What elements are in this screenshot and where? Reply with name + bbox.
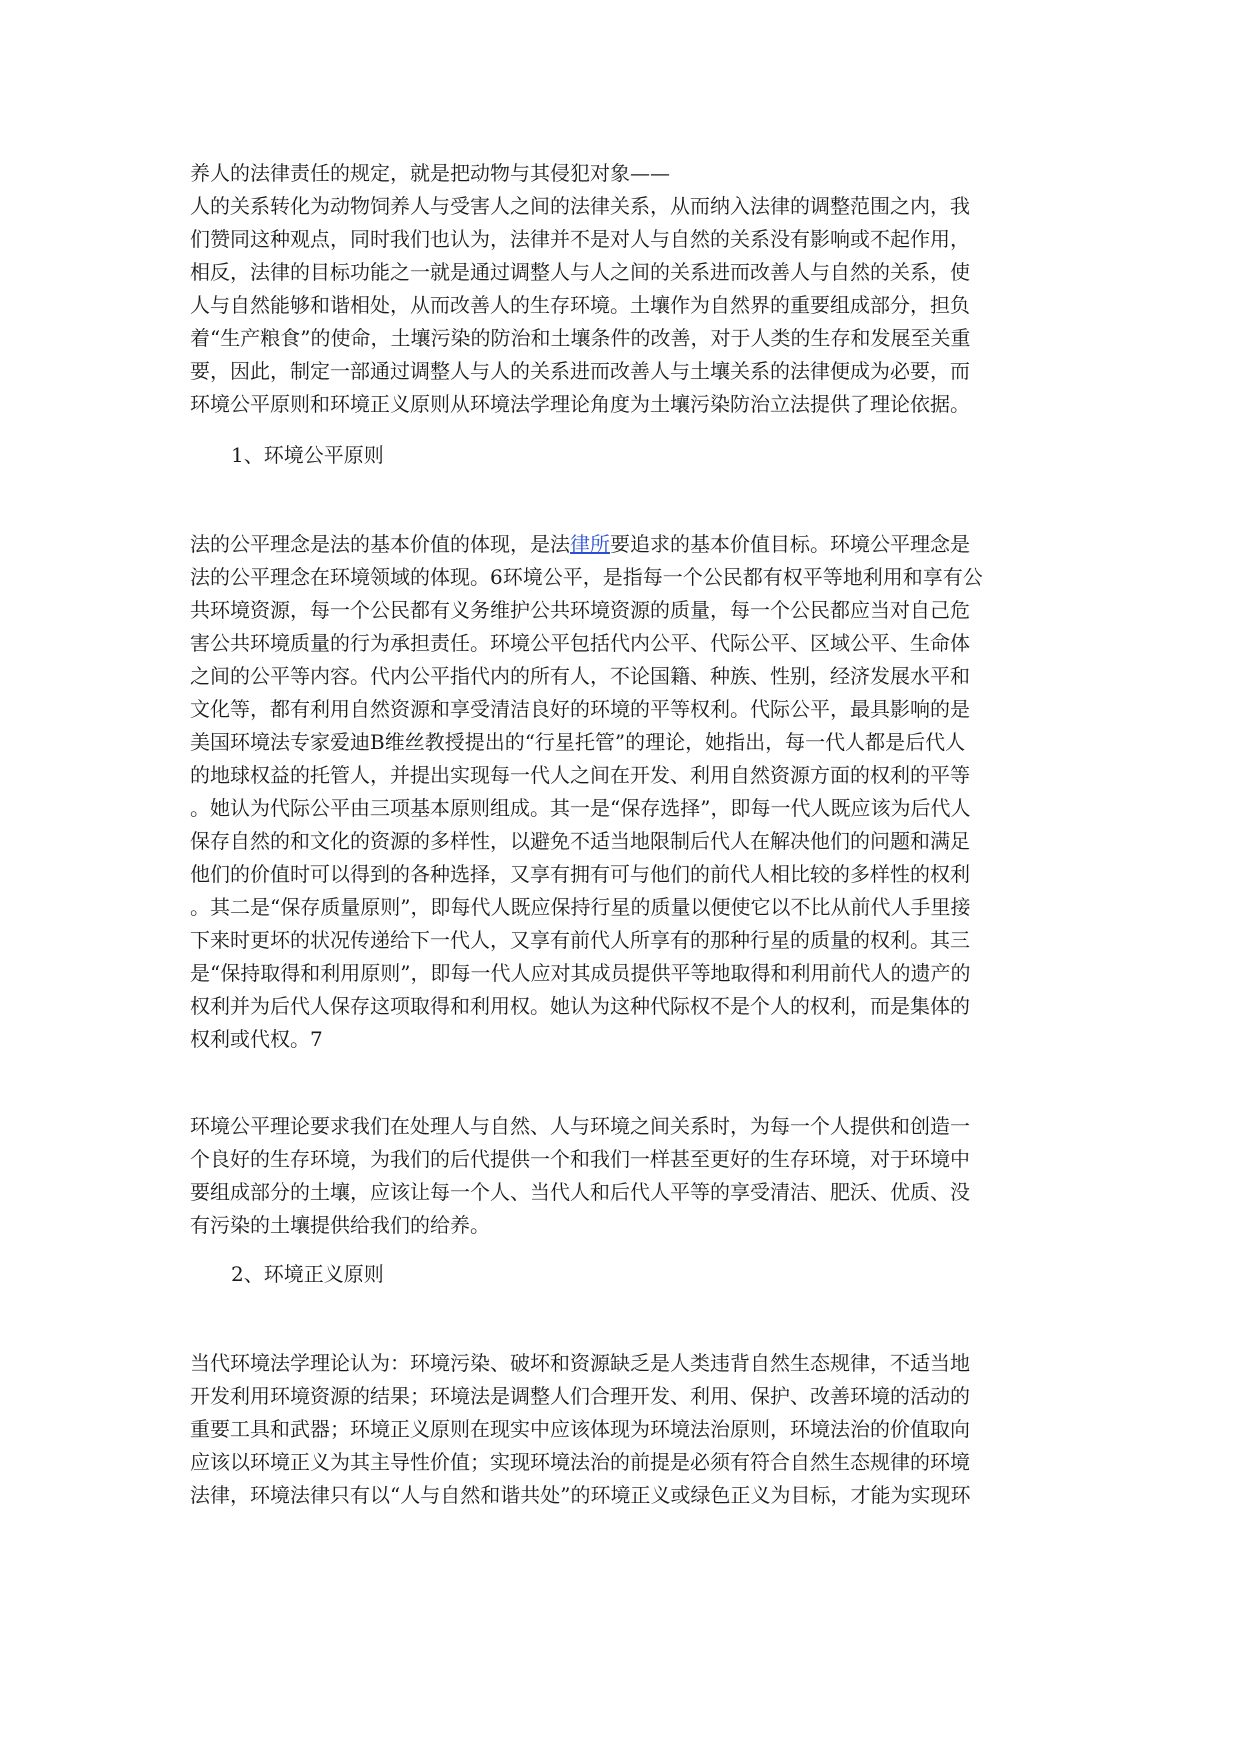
- text-line: 当代环境法学理论认为：环境污染、破坏和资源缺乏是人类违背自然生态规律，不适当地: [190, 1351, 970, 1375]
- paragraph-intro: [190, 157, 1057, 421]
- text-line: 文化等，都有利用自然资源和享受清洁良好的环境的平等权利。代际公平，最具影响的是: [190, 697, 970, 721]
- paragraph-justice: [190, 1347, 1057, 1512]
- text-line: 法的公平理念在环境领域的体现。6环境公平，是指每一个公民都有权平等地利用和享有公: [190, 565, 983, 589]
- text-line: 的地球权益的托管人，并提出实现每一代人之间在开发、利用自然资源方面的权利的平等: [190, 763, 970, 787]
- text-line: 人与自然能够和谐相处，从而改善人的生存环境。土壤作为自然界的重要组成部分，担负: [190, 293, 970, 317]
- text-line: 应该以环境正义为其主导性价值；实现环境法治的前提是必须有符合自然生态规律的环境: [190, 1450, 970, 1474]
- paragraph-fairness: [190, 528, 1057, 1056]
- document-page: [190, 157, 1057, 1512]
- section-heading-fairness: 1、环境公平原则: [231, 443, 384, 467]
- text-line: 保存自然的和文化的资源的多样性，以避免不适当地限制后代人在解决他们的问题和满足: [190, 829, 970, 853]
- section-heading-justice: 2、环境正义原则: [231, 1262, 384, 1286]
- inline-link[interactable]: 律所: [570, 532, 610, 556]
- text-line: 环境公平理论要求我们在处理人与自然、人与环境之间关系时，为每一个人提供和创造一: [190, 1114, 970, 1138]
- text-line: 开发利用环境资源的结果；环境法是调整人们合理开发、利用、保护、改善环境的活动的: [190, 1384, 970, 1408]
- text-line: 人的关系转化为动物饲养人与受害人之间的法律关系，从而纳入法律的调整范围之内，我: [190, 194, 970, 218]
- text-line: 环境公平原则和环境正义原则从环境法学理论角度为土壤污染防治立法提供了理论依据。: [190, 392, 970, 416]
- text-line: 着“生产粮食”的使命，土壤污染的防治和土壤条件的改善，对于人类的生存和发展至关重: [190, 326, 971, 350]
- text-segment: 法的公平理念是法的基本价值的体现，是法: [190, 532, 570, 556]
- text-line: 他们的价值时可以得到的各种选择，又享有拥有可与他们的前代人相比较的多样性的权利: [190, 862, 970, 886]
- text-line: 美国环境法专家爱迪B维丝教授提出的“行星托管”的理论，她指出，每一代人都是后代人: [190, 730, 966, 754]
- text-line: 下来时更坏的状况传递给下一代人，又享有前代人所享有的那种行星的质量的权利。其三: [190, 928, 970, 952]
- text-line: [190, 528, 1057, 561]
- text-line: 之间的公平等内容。代内公平指代内的所有人，不论国籍、种族、性别，经济发展水平和: [190, 664, 970, 688]
- text-line: 们赞同这种观点，同时我们也认为，法律并不是对人与自然的关系没有影响或不起作用，: [190, 227, 970, 251]
- text-line: 害公共环境质量的行为承担责任。环境公平包括代内公平、代际公平、区域公平、生命体: [190, 631, 970, 655]
- text-line: 权利并为后代人保存这项取得和利用权。她认为这种代际权不是个人的权利，而是集体的: [190, 994, 970, 1018]
- text-line: 。其二是“保存质量原则”，即每代人既应保持行星的质量以便使它以不比从前代人手里接: [190, 895, 971, 919]
- text-line: 个良好的生存环境，为我们的后代提供一个和我们一样甚至更好的生存环境，对于环境中: [190, 1147, 970, 1171]
- text-line: 共环境资源，每一个公民都有义务维护公共环境资源的质量，每一个公民都应当对自己危: [190, 598, 970, 622]
- paragraph-fairness-2: [190, 1110, 1057, 1242]
- text-line: 。她认为代际公平由三项基本原则组成。其一是“保存选择”，即每一代人既应该为后代人: [190, 796, 971, 820]
- text-line: 重要工具和武器；环境正义原则在现实中应该体现为环境法治原则，环境法治的价值取向: [190, 1417, 970, 1441]
- text-line: 权利或代权。7: [190, 1027, 323, 1051]
- text-line: 养人的法律责任的规定，就是把动物与其侵犯对象——: [190, 161, 670, 185]
- text-segment: 要追求的基本价值目标。环境公平理念是: [610, 532, 970, 556]
- text-line: 是“保持取得和利用原则”，即每一代人应对其成员提供平等地取得和利用前代人的遗产的: [190, 961, 971, 985]
- text-line: 相反，法律的目标功能之一就是通过调整人与人之间的关系进而改善人与自然的关系，使: [190, 260, 970, 284]
- text-line: 要，因此，制定一部通过调整人与人的关系进而改善人与土壤关系的法律便成为必要，而: [190, 359, 970, 383]
- text-line: 有污染的土壤提供给我们的给养。: [190, 1213, 490, 1237]
- text-line: 法律，环境法律只有以“人与自然和谐共处”的环境正义或绿色正义为目标，才能为实现环: [190, 1483, 971, 1507]
- text-line: 要组成部分的土壤，应该让每一个人、当代人和后代人平等的享受清洁、肥沃、优质、没: [190, 1180, 970, 1204]
